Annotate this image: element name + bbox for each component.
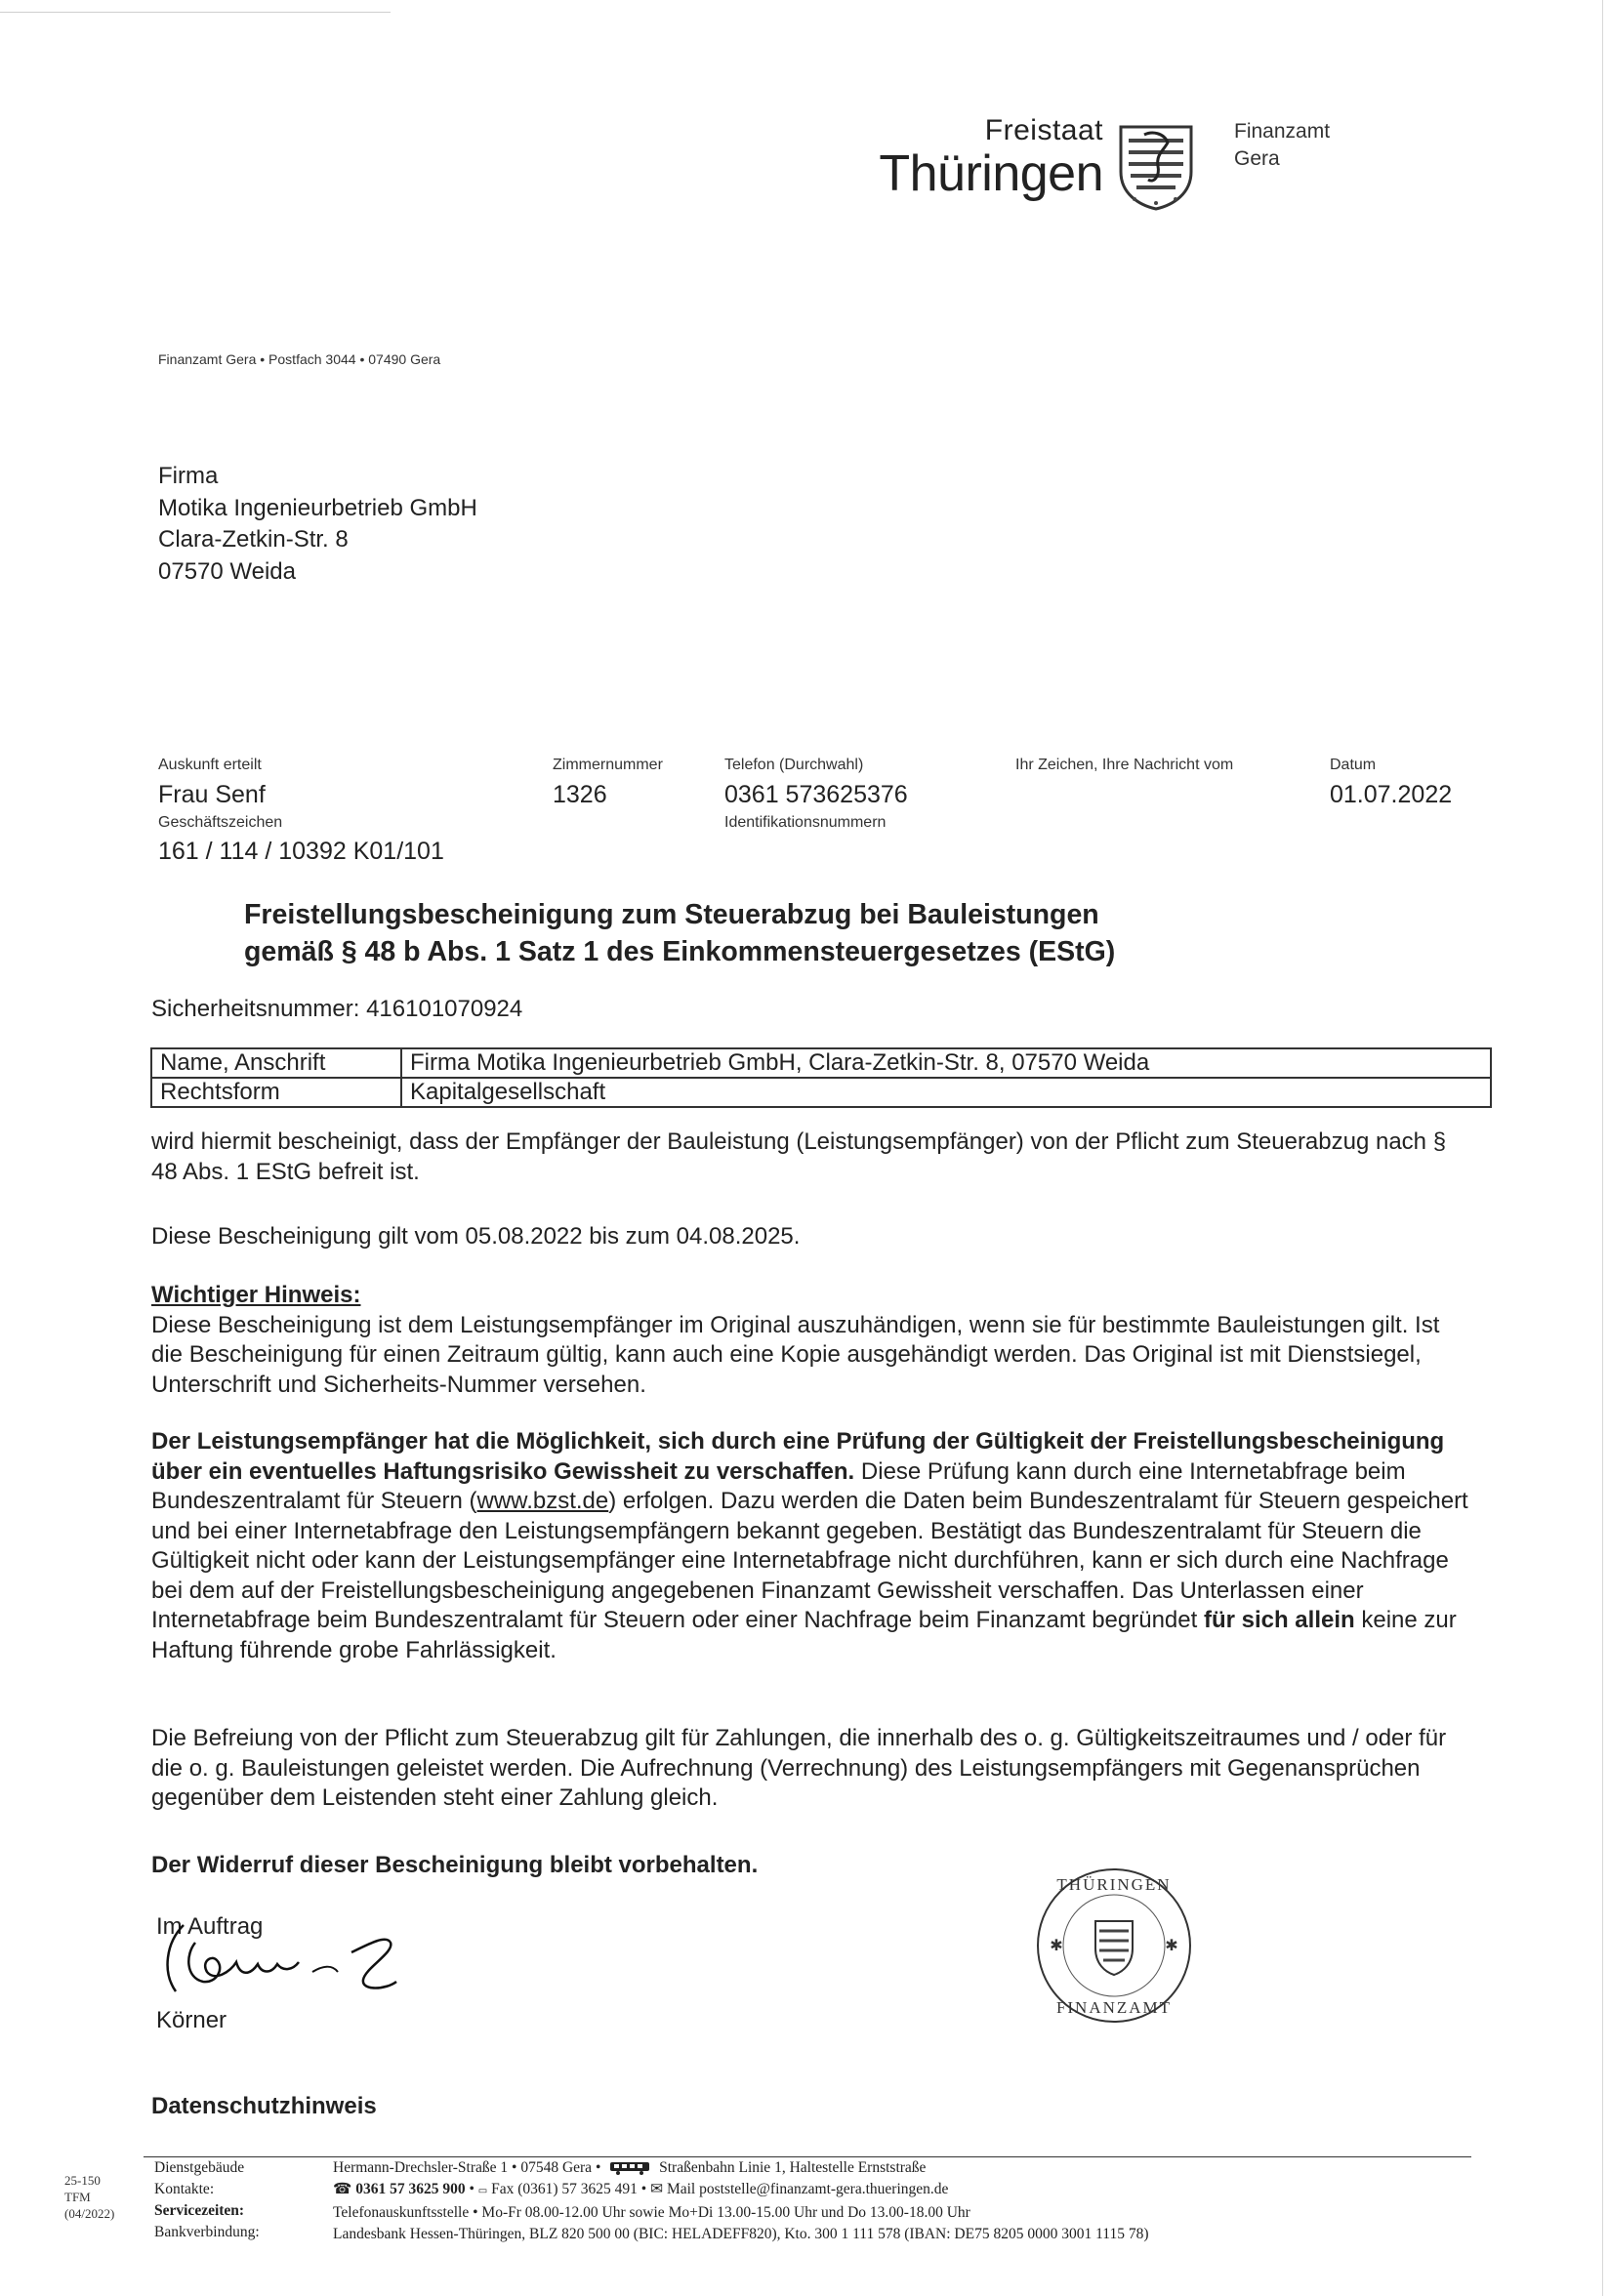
svg-text:FINANZAMT: FINANZAMT (1055, 1998, 1173, 2017)
identifikation-label: Identifikationsnummern (724, 814, 887, 831)
paragraph-hinweis: Diese Bescheinigung ist dem Leistungsempfänger im Original auszuhändigen, wenn sie für bestimmte Bauleistungen gilt. Ist die Bescheinigung für einen Zeitraum gültig, kann auch eine Kopie ausgehändigt werden. Das Original ist mit Dienstsiegel, Unterschrift und Sicherheits-Nummer versehen. (151, 1311, 1440, 1398)
telefon-value: 0361 573625376 (724, 781, 908, 808)
recipient-line-4: 07570 Weida (158, 557, 296, 585)
svg-text:✱: ✱ (1050, 1938, 1063, 1954)
table-cell-value: Firma Motika Ingenieurbetrieb GmbH, Clara-Zetkin-Str. 8, 07570 Weida (401, 1048, 1491, 1078)
im-auftrag-label: Im Auftrag (156, 1913, 264, 1940)
table-cell-label: Rechtsform (151, 1078, 401, 1107)
hinweis-heading: Wichtiger Hinweis: (151, 1282, 361, 1308)
footer-label-kontakte: Kontakte: (154, 2181, 215, 2197)
title-line-2: gemäß § 48 b Abs. 1 Satz 1 des Einkommensteuergesetzes (EStG) (244, 936, 1116, 967)
letterhead-freistaat: Freistaat (984, 114, 1103, 146)
footer-labels (154, 2157, 260, 2243)
recipient-address (158, 461, 477, 588)
footer-fax: Fax (0361) 57 3625 491 • (491, 2181, 647, 2197)
form-code-3: (04/2022) (64, 2206, 115, 2221)
footer-tram-info: Straßenbahn Linie 1, Haltestelle Ernststraße (659, 2159, 927, 2176)
datum-label: Datum (1330, 757, 1377, 773)
table-row (151, 1078, 1491, 1107)
datenschutz-heading: Datenschutzhinweis (151, 2093, 377, 2119)
footer-values (333, 2157, 1148, 2245)
form-code-2: TFM (64, 2190, 91, 2204)
datum-value: 01.07.2022 (1330, 781, 1453, 808)
security-number: Sicherheitsnummer: 416101070924 (151, 996, 523, 1022)
top-edge-line (0, 12, 391, 13)
zeichen-label: Ihr Zeichen, Ihre Nachricht vom (1015, 757, 1234, 773)
sender-line: Finanzamt Gera • Postfach 3044 • 07490 Gera (158, 351, 441, 367)
geschaeftszeichen-value: 161 / 114 / 10392 K01/101 (158, 838, 444, 865)
footer-address: Hermann-Drechsler-Straße 1 • 07548 Gera • (333, 2159, 601, 2176)
official-seal-icon (1033, 1865, 1195, 2027)
recipient-line-1: Firma (158, 463, 219, 489)
mail-icon: ✉ (650, 2181, 664, 2197)
signer-name: Körner (156, 2007, 227, 2033)
footer-separator: • (469, 2181, 478, 2197)
pruefung-text-a: Diese Prüfung kann durch eine Internetabfrage beim Bundeszentralamt für Steuern ( (151, 1457, 1406, 1514)
svg-text:✱: ✱ (1165, 1938, 1178, 1954)
geschaeftszeichen-label: Geschäftszeichen (158, 814, 283, 831)
svg-text:THÜRINGEN: THÜRINGEN (1056, 1875, 1172, 1894)
recipient-line-2: Motika Ingenieurbetrieb GmbH (158, 494, 477, 521)
footer-service-times: Telefonauskunftsstelle • Mo-Fr 08.00-12.00 Uhr sowie Mo+Di 13.00-15.00 Uhr und Do 13.00-18.00 Uhr (333, 2204, 970, 2221)
bzst-link[interactable]: www.bzst.de (476, 1488, 609, 1514)
office-line-2: Gera (1234, 147, 1280, 170)
recipient-table (150, 1047, 1492, 1108)
recipient-line-3: Clara-Zetkin-Str. 8 (158, 526, 349, 553)
pruefung-bold-lead: Der Leistungsempfänger hat die Möglichkeit, sich durch eine Prüfung der Gültigkeit der Freistellungsbescheinigung über ein eventuelles Haftungsrisiko Gewissheit zu verschaffen. (151, 1428, 1445, 1485)
paragraph-zahlungen: Die Befreiung von der Pflicht zum Steuerabzug gilt für Zahlungen, die innerhalb des o. g. Gültigkeitszeitraumes und / oder für die o. g. Bauleistungen geleistet werden. Die Aufrechnung (Verrechnung) des Leistungsempfängers mit Gegenansprüchen gegenüber dem Leistenden steht einer Zahlung gleich. (151, 1725, 1447, 1811)
paragraph-pruefung-text (151, 1427, 1469, 1665)
table-row (151, 1048, 1491, 1078)
pruefung-text-c: keine zur Haftung führende grobe Fahrlässigkeit. (151, 1607, 1457, 1663)
handwritten-signature (156, 1913, 439, 2001)
fax-icon: ▭ (477, 2186, 488, 2196)
paragraph-widerruf: Der Widerruf dieser Bescheinigung bleibt vorbehalten. (151, 1852, 759, 1878)
form-code-1: 25-150 (64, 2173, 101, 2188)
footer-mail: Mail poststelle@finanzamt-gera.thueringen.de (666, 2181, 949, 2197)
paragraph-befreiung: wird hiermit bescheinigt, dass der Empfänger der Bauleistung (Leistungsempfänger) von der Pflicht zum Steuerabzug nach § 48 Abs. 1 EStG befreit ist. (151, 1128, 1447, 1185)
telefon-label: Telefon (Durchwahl) (724, 757, 864, 773)
hinweis-block (151, 1281, 1469, 1400)
letterhead-thueringen: Thüringen (879, 145, 1103, 202)
footer-address-row (333, 2157, 1148, 2179)
pruefung-text-b: ) erfolgen. Dazu werden die Daten beim Bundeszentralamt für Steuern gespeichert und bei einer Internetabfrage den Leistungsempfängern bekannt gegeben. Bestätigt das Bundeszentralamt für Steuern die Gültigkeit nicht oder kann der Leistungsempfänger eine Internetabfrage nicht durchführen, kann er sich durch eine Nachfrage bei dem auf der Freistellungsbescheinigung angegebenen Finanzamt Gewissheit verschaffen. Das Unterlassen einer Internetabfrage beim Bundeszentralamt für Steuern oder einer Nachfrage beim Finanzamt begründet (151, 1488, 1468, 1633)
zimmer-value: 1326 (553, 781, 607, 808)
paragraph-pruefung (151, 1427, 1469, 1665)
footer-phone: 0361 57 3625 900 (355, 2181, 466, 2197)
letterhead-office (1234, 118, 1330, 173)
auskunft-label: Auskunft erteilt (158, 757, 262, 773)
tram-icon (608, 2161, 651, 2175)
phone-icon: ☎ (333, 2181, 352, 2197)
right-edge-line (1602, 0, 1603, 2296)
paragraph-gueltigkeit: Diese Bescheinigung gilt vom 05.08.2022 bis zum 04.08.2025. (151, 1223, 801, 1250)
coat-of-arms-icon (1115, 121, 1197, 211)
footer-label-dienstgebaeude: Dienstgebäude (154, 2159, 245, 2176)
footer-bank: Landesbank Hessen-Thüringen, BLZ 820 500 00 (BIC: HELADEFF820), Kto. 300 1 111 578 (IBAN: DE75 8205 0000 3001 1115 78) (333, 2226, 1149, 2242)
footer-contact-row (333, 2179, 1148, 2202)
footer-label-bank: Bankverbindung: (154, 2224, 260, 2240)
office-line-1: Finanzamt (1234, 120, 1331, 143)
table-cell-label: Name, Anschrift (151, 1048, 401, 1078)
title-line-1: Freistellungsbescheinigung zum Steuerabzug bei Bauleistungen (244, 899, 1099, 930)
auskunft-value: Frau Senf (158, 781, 266, 808)
footer-label-servicezeiten: Servicezeiten: (154, 2202, 245, 2219)
zimmer-label: Zimmernummer (553, 757, 663, 773)
document-title (244, 896, 1115, 970)
form-code (64, 2172, 114, 2222)
pruefung-bold-allein: für sich allein (1203, 1607, 1355, 1633)
table-cell-value: Kapitalgesellschaft (401, 1078, 1491, 1107)
